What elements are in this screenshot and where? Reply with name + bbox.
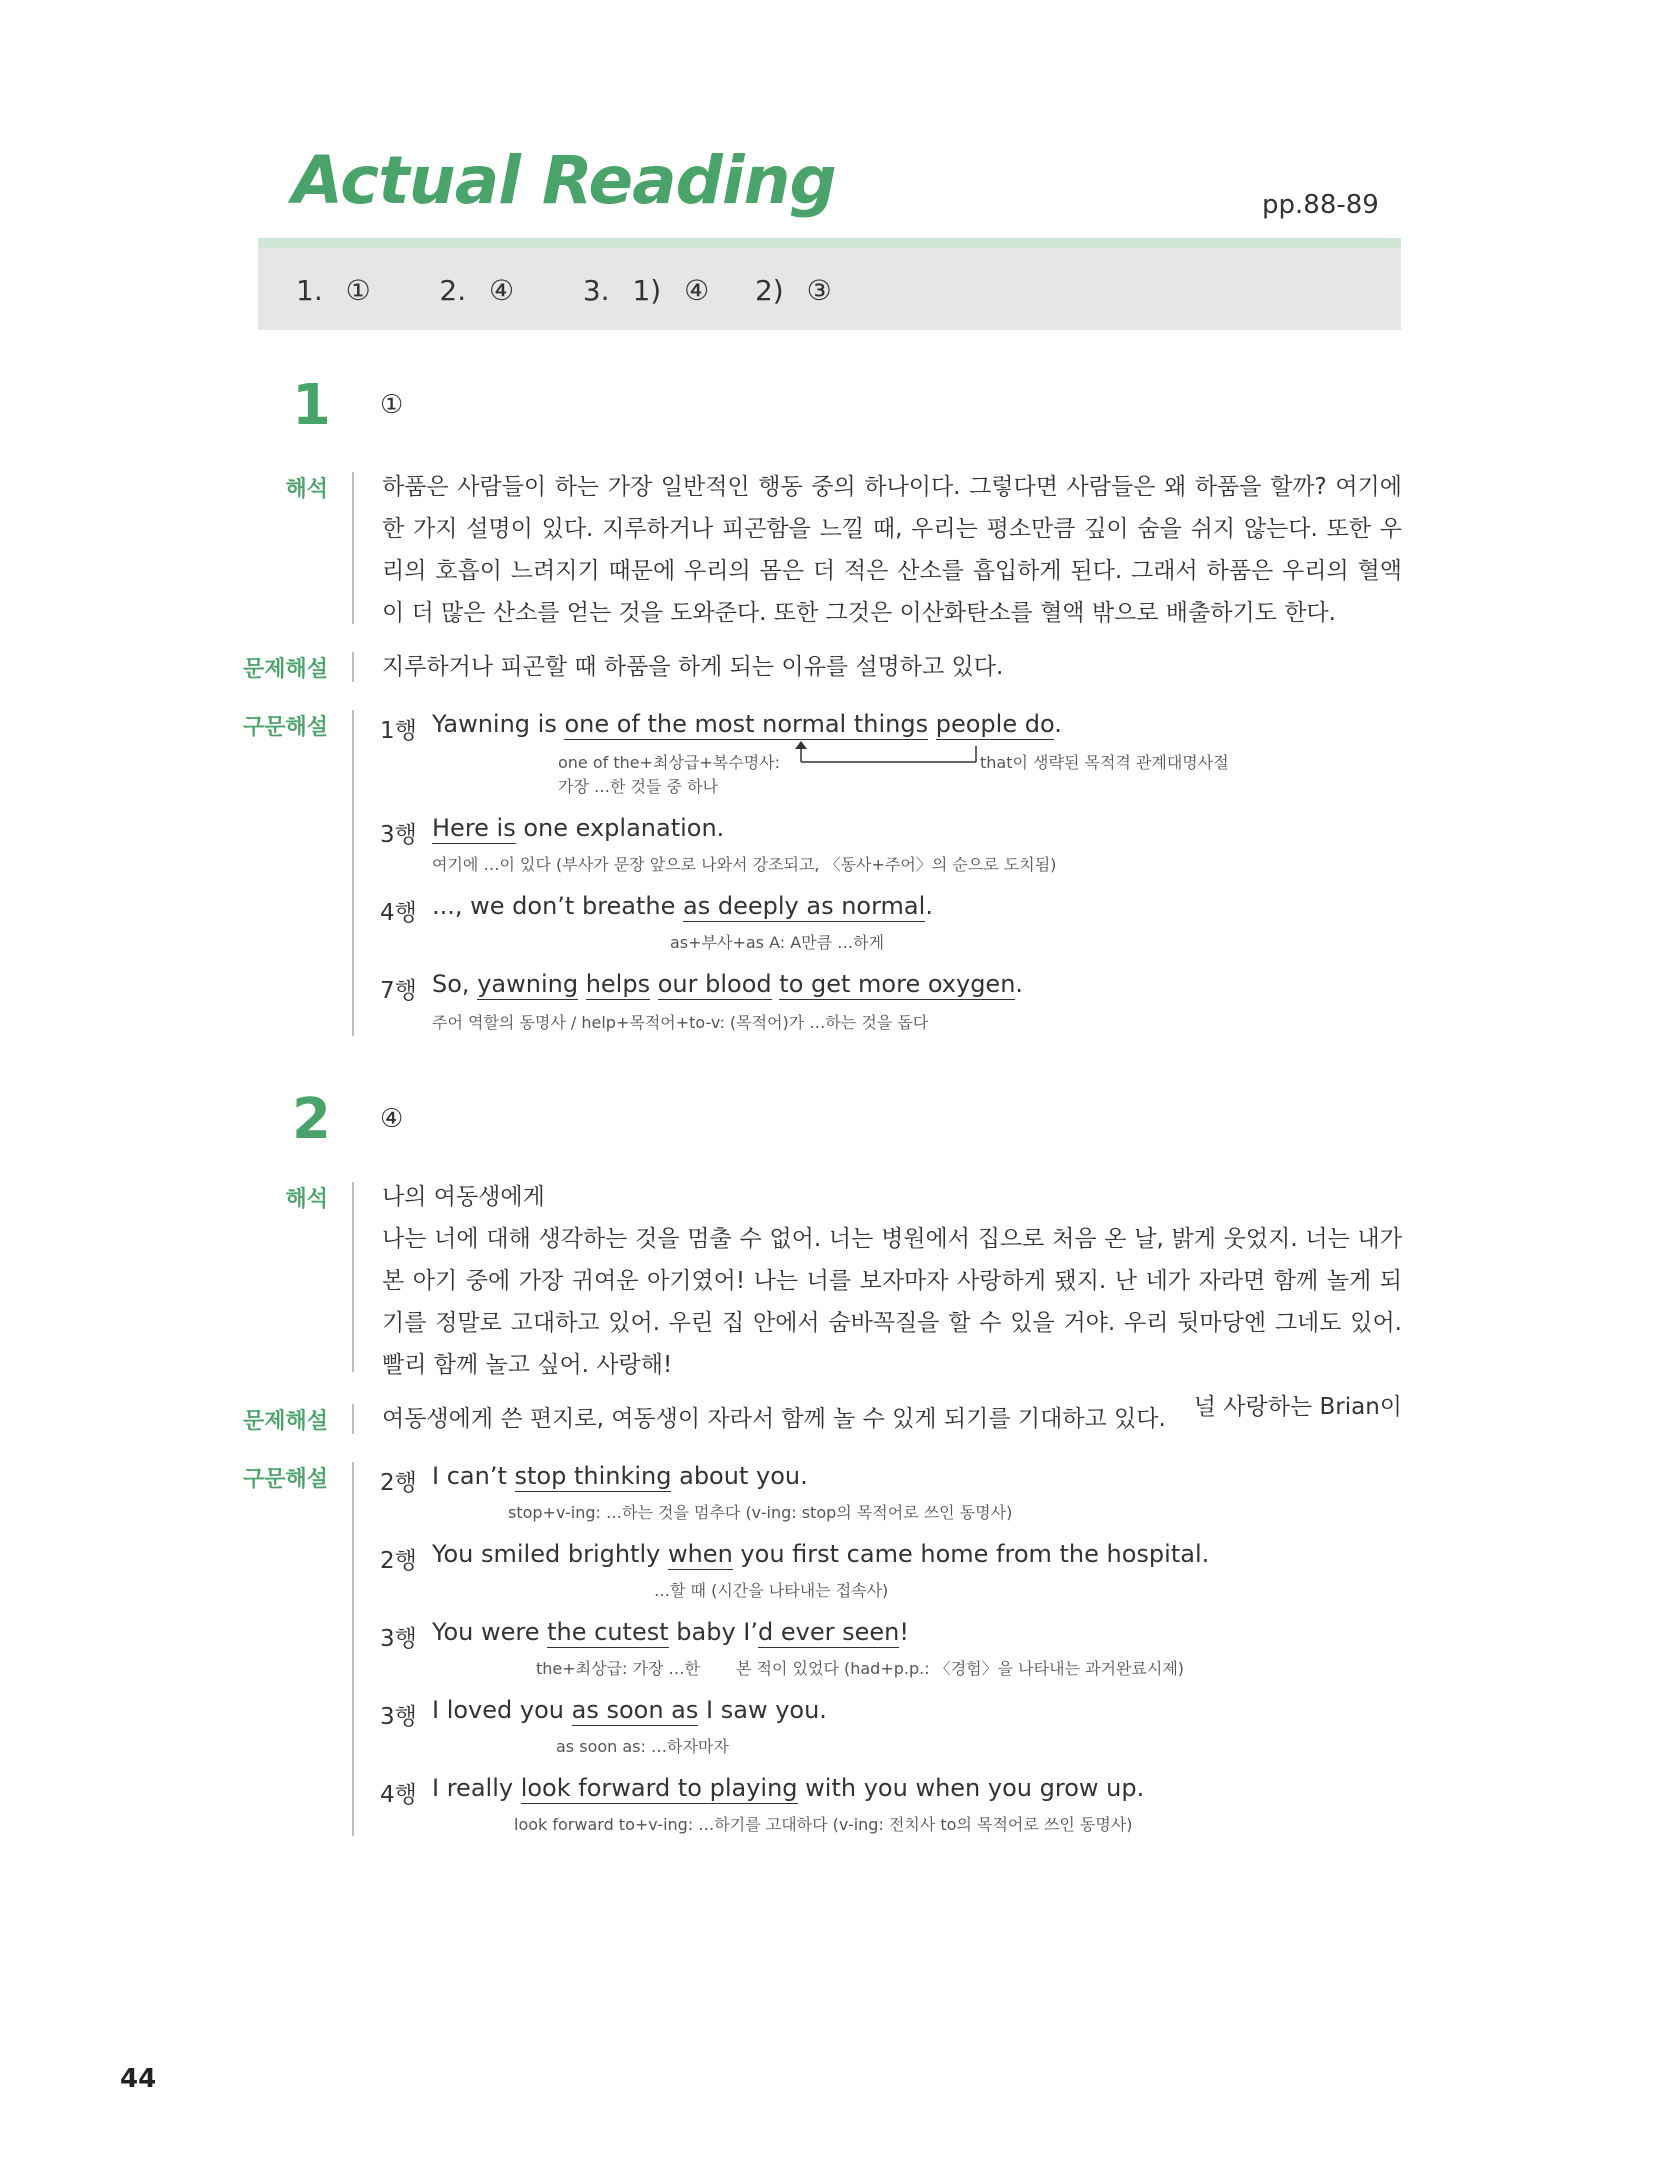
syntax-note: as soon as: …하자마자 — [556, 1737, 729, 1756]
syntax-note: as+부사+as A: A만큼 …하게 — [670, 933, 885, 952]
letter-greeting: 나의 여동생에게 — [382, 1184, 545, 1210]
syntax-sentence: Yawning is one of the most normal things people do. — [432, 710, 1062, 738]
syntax-note: 주어 역할의 동명사 / help+목적어+to-v: (목적어)가 …하는 것을 돕다 — [432, 1013, 929, 1032]
syntax-sentence: I can’t stop thinking about you. — [432, 1462, 808, 1490]
syntax-note: 본 적이 있었다 (had+p.p.: 〈경험〉을 나타내는 과거완료시제) — [736, 1659, 1185, 1678]
syntax-sentence: You smiled brightly when you first came home from the hospital. — [432, 1540, 1210, 1568]
syntax-line-number: 3행 — [380, 1704, 417, 1730]
page-title: Actual Reading — [292, 142, 836, 219]
problem-text-2: 여동생에게 쓴 편지로, 여동생이 자라서 함께 놀 수 있게 되기를 기대하고 있다. — [382, 1406, 1166, 1432]
syntax-sentence: You were the cutest baby I’d ever seen! — [432, 1618, 909, 1646]
section-number-2: 2 — [292, 1087, 331, 1152]
section-answer-2: ④ — [380, 1104, 404, 1134]
syntax-note: the+최상급: 가장 …한 — [536, 1659, 700, 1678]
syntax-sentence: ..., we don’t breathe as deeply as normal. — [432, 892, 933, 920]
syntax-line-number: 2행 — [380, 1470, 417, 1496]
divider-problem-1 — [352, 652, 354, 682]
translation-text-2 — [382, 1176, 1402, 1428]
label-problem-2: 문제해설 — [242, 1409, 328, 1434]
page-range: pp.88-89 — [1262, 190, 1379, 220]
syntax-note: …할 때 (시간을 나타내는 접속사) — [654, 1581, 889, 1600]
label-translation-2: 해석 — [285, 1187, 328, 1212]
syntax-line-number: 4행 — [380, 1782, 417, 1808]
answer-key-bar — [258, 238, 1401, 330]
problem-text-1: 지루하거나 피곤할 때 하품을 하게 되는 이유를 설명하고 있다. — [382, 654, 1004, 680]
translation-text-1: 하품은 사람들이 하는 가장 일반적인 행동 중의 하나이다. 그렇다면 사람들은 왜 하품을 할까? 여기에 한 가지 설명이 있다. 지루하거나 피곤함을 느낄 때, 우리는 평소만큼 깊이 숨을 쉬지 않는다. 또한 우리의 호흡이 느려지기 때문에 우리의 몸은 더 적은 산소를 흡입하게 된다. 그래서 하품은 우리의 혈액이 더 많은 산소를 얻는 것을 도와준다. 또한 그것은 이산화탄소를 혈액 밖으로 배출하기도 한다. — [382, 474, 1402, 626]
syntax-line-number: 2행 — [380, 1548, 417, 1574]
letter-signature: 널 사랑하는 Brian이 — [1193, 1394, 1402, 1420]
syntax-note: 가장 …한 것들 중 하나 — [558, 777, 718, 796]
syntax-line-number: 3행 — [380, 822, 417, 848]
divider-translation-2 — [352, 1182, 354, 1372]
syntax-line-number: 7행 — [380, 978, 417, 1004]
syntax-sentence: I loved you as soon as I saw you. — [432, 1696, 827, 1724]
relation-arrow — [790, 740, 980, 766]
syntax-line-number: 3행 — [380, 1626, 417, 1652]
syntax-note: stop+v-ing: …하는 것을 멈추다 (v-ing: stop의 목적어로 쓰인 동명사) — [508, 1503, 1013, 1522]
divider-syntax-2 — [352, 1462, 354, 1836]
label-translation-1: 해석 — [285, 477, 328, 502]
syntax-line-number: 1행 — [380, 718, 417, 744]
syntax-note: look forward to+v-ing: …하기를 고대하다 (v-ing: 전치사 to의 목적어로 쓰인 동명사) — [514, 1815, 1133, 1834]
divider-problem-2 — [352, 1404, 354, 1434]
page-number: 44 — [120, 2064, 157, 2094]
section-answer-1: ① — [380, 390, 404, 420]
label-problem-1: 문제해설 — [242, 657, 328, 682]
syntax-sentence: I really look forward to playing with you when you grow up. — [432, 1774, 1145, 1802]
syntax-sentence: So, yawning helps our blood to get more oxygen. — [432, 970, 1024, 998]
label-syntax-2: 구문해설 — [242, 1467, 328, 1492]
syntax-note: one of the+최상급+복수명사: — [558, 753, 781, 772]
answer-key-text: 1. ① 2. ④ 3. 1) ④ 2) ③ — [296, 274, 832, 307]
section-number-1: 1 — [292, 373, 331, 438]
divider-syntax-1 — [352, 710, 354, 1036]
syntax-note: 여기에 …이 있다 (부사가 문장 앞으로 나와서 강조되고, 〈동사+주어〉의 순으로 도치됨) — [432, 855, 1057, 874]
label-syntax-1: 구문해설 — [242, 715, 328, 740]
syntax-line-number: 4행 — [380, 900, 417, 926]
syntax-note: that이 생략된 목적격 관계대명사절 — [980, 753, 1229, 772]
letter-body: 나는 너에 대해 생각하는 것을 멈출 수 없어. 너는 병원에서 집으로 처음 온 날, 밝게 웃었지. 너는 내가 본 아기 중에 가장 귀여운 아기였어! 나는 너를 보자마자 사랑하게 됐지. 난 네가 자라면 함께 놀게 되기를 정말로 고대하고 있어. 우린 집 안에서 숨바꼭질을 할 수 있을 거야. 우리 뒷마당엔 그네도 있어. 빨리 함께 놀고 싶어. 사랑해! — [382, 1226, 1402, 1378]
syntax-sentence: Here is one explanation. — [432, 814, 725, 842]
divider-translation-1 — [352, 472, 354, 624]
